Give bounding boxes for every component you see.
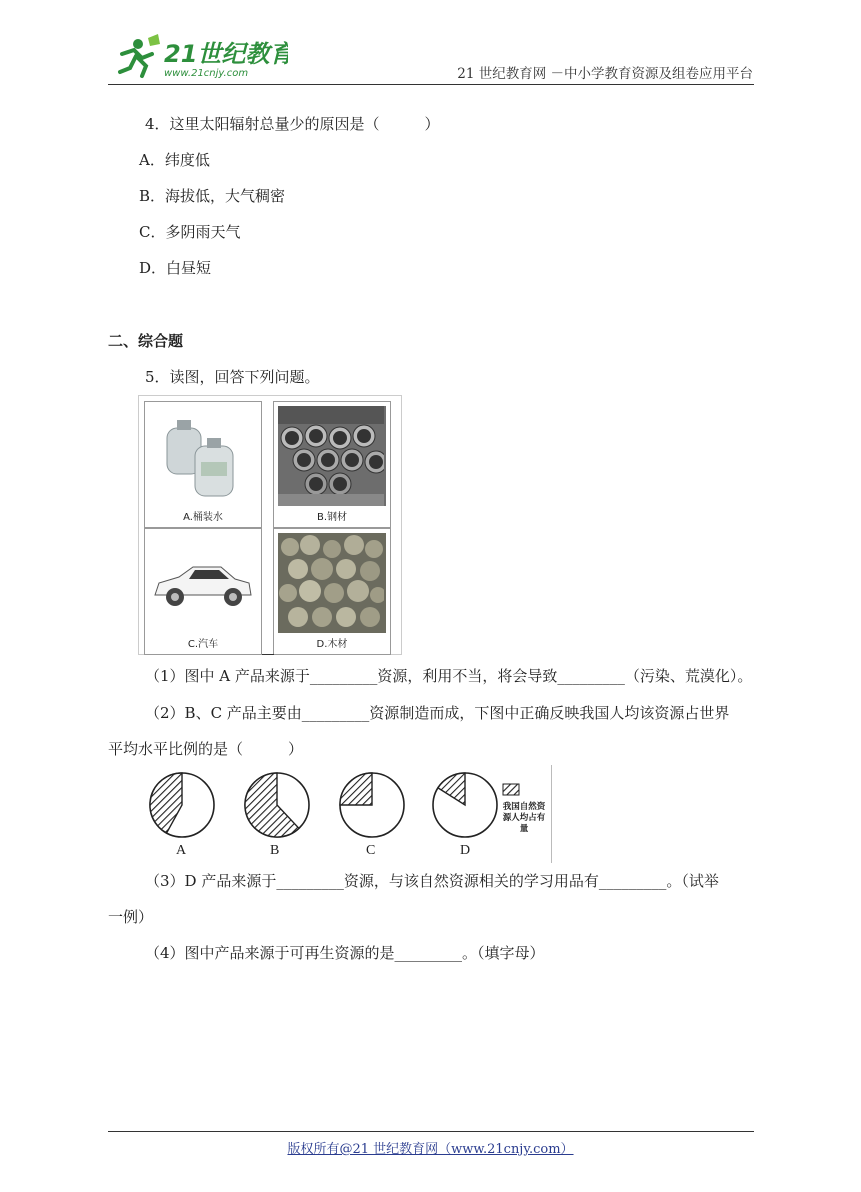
- footer-copyright-link[interactable]: 版权所有@21 世纪教育网（www.21cnjy.com）: [287, 1142, 574, 1157]
- pie-label-c: C: [366, 843, 376, 858]
- pie-a: [150, 773, 214, 837]
- q5-sub4: （4）图中产品来源于可再生资源的是_________。（填字母）: [145, 944, 545, 962]
- q4-option-d: D．白昼短: [139, 259, 212, 277]
- runner-logo-icon: [120, 34, 160, 76]
- pie-label-b: B: [270, 843, 280, 858]
- water-bottle-icon: [167, 420, 233, 496]
- pie-b: [245, 773, 309, 837]
- photo-caption-a: A.桶装水: [183, 512, 223, 523]
- q5-sub2-line2: 平均水平比例的是（ ）: [108, 740, 304, 758]
- photo-timber: [273, 528, 391, 655]
- car-icon: [155, 567, 251, 606]
- resource-photo-grid: [138, 395, 402, 655]
- site-logo: [108, 32, 288, 84]
- q4-stem: 4．这里太阳辐射总量少的原因是（ ）: [145, 115, 440, 133]
- q5-sub3-line1: （3）D 产品来源于_________资源，与该自然资源相关的学习用品有_________。（试举: [145, 872, 719, 890]
- q4-option-a: A．纬度低: [139, 151, 210, 169]
- pie-chart-options: [140, 765, 555, 863]
- logo-url: www.21cnjy.com: [164, 68, 249, 79]
- pie-slice: [340, 773, 372, 805]
- photo-car: [144, 528, 262, 655]
- photo-caption-b: B.钢材: [316, 512, 348, 523]
- photo-bottled-water: [144, 401, 262, 528]
- legend-swatch: [503, 784, 519, 795]
- image-anchor-mark: [262, 654, 274, 655]
- q4-option-b: B．海拔低，大气稠密: [139, 187, 286, 205]
- q5-sub1: （1）图中 A 产品来源于_________资源，利用不当，将会导致_________（污染、荒漠化）。: [145, 667, 753, 685]
- q5-sub3-line2: 一例）: [108, 908, 154, 926]
- footer-divider: [108, 1131, 754, 1132]
- pie-legend-text: 我国自然资源人均占有量: [502, 802, 546, 834]
- steel-pipes-icon: [278, 406, 384, 506]
- pie-label-a: A: [176, 843, 187, 858]
- q5-sub2-line1: （2）B、C 产品主要由_________资源制造而成，下图中正确反映我国人均该资源占世界: [145, 704, 730, 722]
- q4-option-c: C．多阴雨天气: [139, 223, 241, 241]
- pie-divider: [551, 765, 552, 863]
- timber-logs-icon: [279, 535, 384, 627]
- photo-steel: [273, 401, 391, 528]
- q5-stem: 5．读图，回答下列问题。: [145, 368, 320, 386]
- photo-caption-c: C.汽车: [187, 639, 219, 650]
- photo-caption-d: D.木材: [316, 639, 348, 650]
- pie-c: [340, 773, 404, 837]
- pie-label-d: D: [460, 843, 471, 858]
- header-divider: [108, 84, 754, 85]
- logo-text: 21世纪教育: [164, 40, 288, 68]
- section-title: 二、综合题: [108, 332, 184, 350]
- header-site-title: 21 世纪教育网 －中小学教育资源及组卷应用平台: [457, 66, 753, 82]
- pie-d: [433, 773, 497, 837]
